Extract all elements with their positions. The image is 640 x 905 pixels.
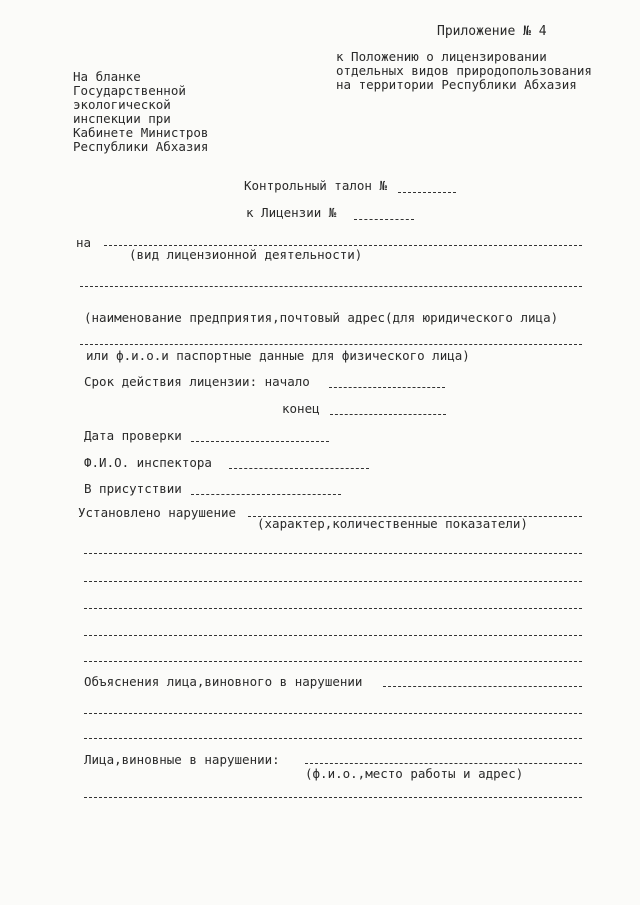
- presence-field[interactable]: [191, 494, 341, 495]
- letterhead-line-5: Кабинете Министров: [73, 125, 209, 140]
- violation-line-2[interactable]: [84, 581, 582, 582]
- letterhead-note: [73, 70, 208, 154]
- form-title: Контрольный талон №: [244, 178, 387, 193]
- activity-field[interactable]: [104, 245, 582, 246]
- validity-start-field[interactable]: [329, 387, 445, 388]
- violation-line-4[interactable]: [84, 635, 582, 636]
- license-reference: к Лицензии №: [246, 205, 337, 220]
- appendix-title: Приложение № 4: [437, 24, 547, 39]
- violation-line-5[interactable]: [84, 661, 582, 662]
- enterprise-field-2[interactable]: [80, 344, 582, 345]
- guilty-caption: (ф.и.о.,место работы и адрес): [305, 766, 524, 781]
- inspector-label: Ф.И.О. инспектора: [84, 455, 212, 470]
- guilty-label: Лица,виновные в нарушении:: [84, 752, 280, 767]
- validity-end-field[interactable]: [330, 414, 446, 415]
- check-date-label: Дата проверки: [84, 428, 182, 443]
- regulation-line-2: отдельных видов природопользования: [336, 63, 592, 78]
- explanations-field[interactable]: [383, 686, 582, 687]
- activity-caption: (вид лицензионной деятельности): [129, 247, 363, 262]
- violation-caption: (характер,количественные показатели): [257, 516, 528, 531]
- enterprise-caption: (наименование предприятия,почтовый адрес(для юридического лица): [84, 310, 559, 325]
- license-number-field[interactable]: [354, 219, 414, 220]
- on-label: на: [76, 235, 92, 250]
- letterhead-line-2: Государственной: [73, 83, 186, 98]
- inspector-field[interactable]: [229, 468, 369, 469]
- letterhead-line-6: Республики Абхазия: [73, 139, 209, 154]
- letterhead-line-4: инспекции при: [73, 111, 171, 126]
- person-caption: или ф.и.о.и паспортные данные для физического лица): [86, 348, 470, 363]
- check-date-field[interactable]: [191, 441, 329, 442]
- validity-end-label: конец: [282, 401, 320, 416]
- enterprise-field-1[interactable]: [80, 286, 582, 287]
- violation-line-1[interactable]: [84, 553, 582, 554]
- violation-label: Установлено нарушение: [78, 505, 237, 520]
- explanations-line-1[interactable]: [84, 713, 582, 714]
- regulation-line-1: к Положению о лицензировании: [336, 49, 547, 64]
- regulation-line-3: на территории Республики Абхазия: [336, 77, 577, 92]
- letterhead-line-1: На бланке: [73, 69, 141, 84]
- guilty-line-1[interactable]: [84, 797, 582, 798]
- talon-number-field[interactable]: [398, 192, 456, 193]
- explanations-line-2[interactable]: [84, 738, 582, 739]
- validity-start-label: Срок действия лицензии: начало: [84, 374, 310, 389]
- explanations-label: Объяснения лица,виновного в нарушении: [84, 674, 363, 689]
- violation-line-3[interactable]: [84, 608, 582, 609]
- guilty-field[interactable]: [305, 763, 582, 764]
- regulation-reference: [336, 50, 592, 92]
- presence-label: В присутствии: [84, 481, 182, 496]
- letterhead-line-3: экологической: [73, 97, 171, 112]
